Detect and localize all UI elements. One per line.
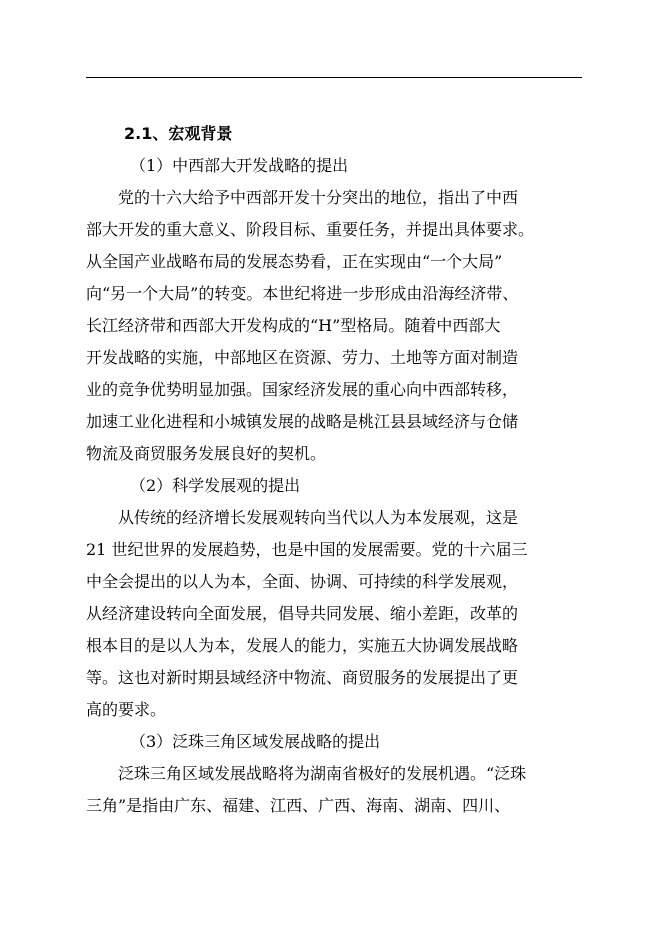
paragraph-2 [86,502,582,726]
paragraph-line: 开发战略的实施，中部地区在资源、劳力、土地等方面对制造 [86,348,519,367]
section-heading: 2.1、宏观背景 [124,124,233,143]
paragraph-line: 向“另一个大局”的转变。本世纪将进一步形成由沿海经济带、 [86,284,519,303]
subsection-title-3: （3）泛珠三角区域发展战略的提出 [130,732,381,751]
paragraph-line: 长江经济带和西部大开发构成的“H”型格局。随着中西部大 [86,316,501,335]
header-rule [86,77,582,78]
paragraph-line: 三角”是指由广东、福建、江西、广西、海南、湖南、四川、 [86,796,511,815]
paragraph-line: 业的竞争优势明显加强。国家经济发展的重心向中西部转移， [86,380,519,399]
paragraph-line: 根本目的是以人为本，发展人的能力，实施五大协调发展战略 [86,636,519,655]
paragraph-line: 高的要求。 [86,700,167,719]
paragraph-line: 从传统的经济增长发展观转向当代以人为本发展观，这是 [118,508,519,527]
paragraph-line: 从全国产业战略布局的发展态势看，正在实现由“一个大局” [86,252,503,271]
paragraph-line: 中全会提出的以人为本，全面、协调、可持续的科学发展观， [86,572,519,591]
subsection-title-1: （1）中西部大开发战略的提出 [130,156,349,175]
paragraph-line: 部大开发的重大意义、阶段目标、重要任务，并提出具体要求。 [86,220,535,239]
paragraph-line: 等。这也对新时期县域经济中物流、商贸服务的发展提出了更 [86,668,519,687]
subsection-title-2: （2）科学发展观的提出 [130,476,301,495]
paragraph-1 [86,182,582,470]
document-body [86,118,582,822]
paragraph-line: 党的十六大给予中西部开发十分突出的地位，指出了中西 [118,188,519,207]
paragraph-line: 物流及商贸服务发展良好的契机。 [86,444,327,463]
paragraph-line: 泛珠三角区域发展战略将为湖南省极好的发展机遇。“泛珠 [118,764,527,783]
paragraph-line: 加速工业化进程和小城镇发展的战略是桃江县县域经济与仓储 [86,412,519,431]
paragraph-3 [86,758,582,822]
paragraph-line: 从经济建设转向全面发展，倡导共同发展、缩小差距，改革的 [86,604,519,623]
paragraph-line: 21 世纪世界的发展趋势，也是中国的发展需要。党的十六届三 [86,540,528,559]
